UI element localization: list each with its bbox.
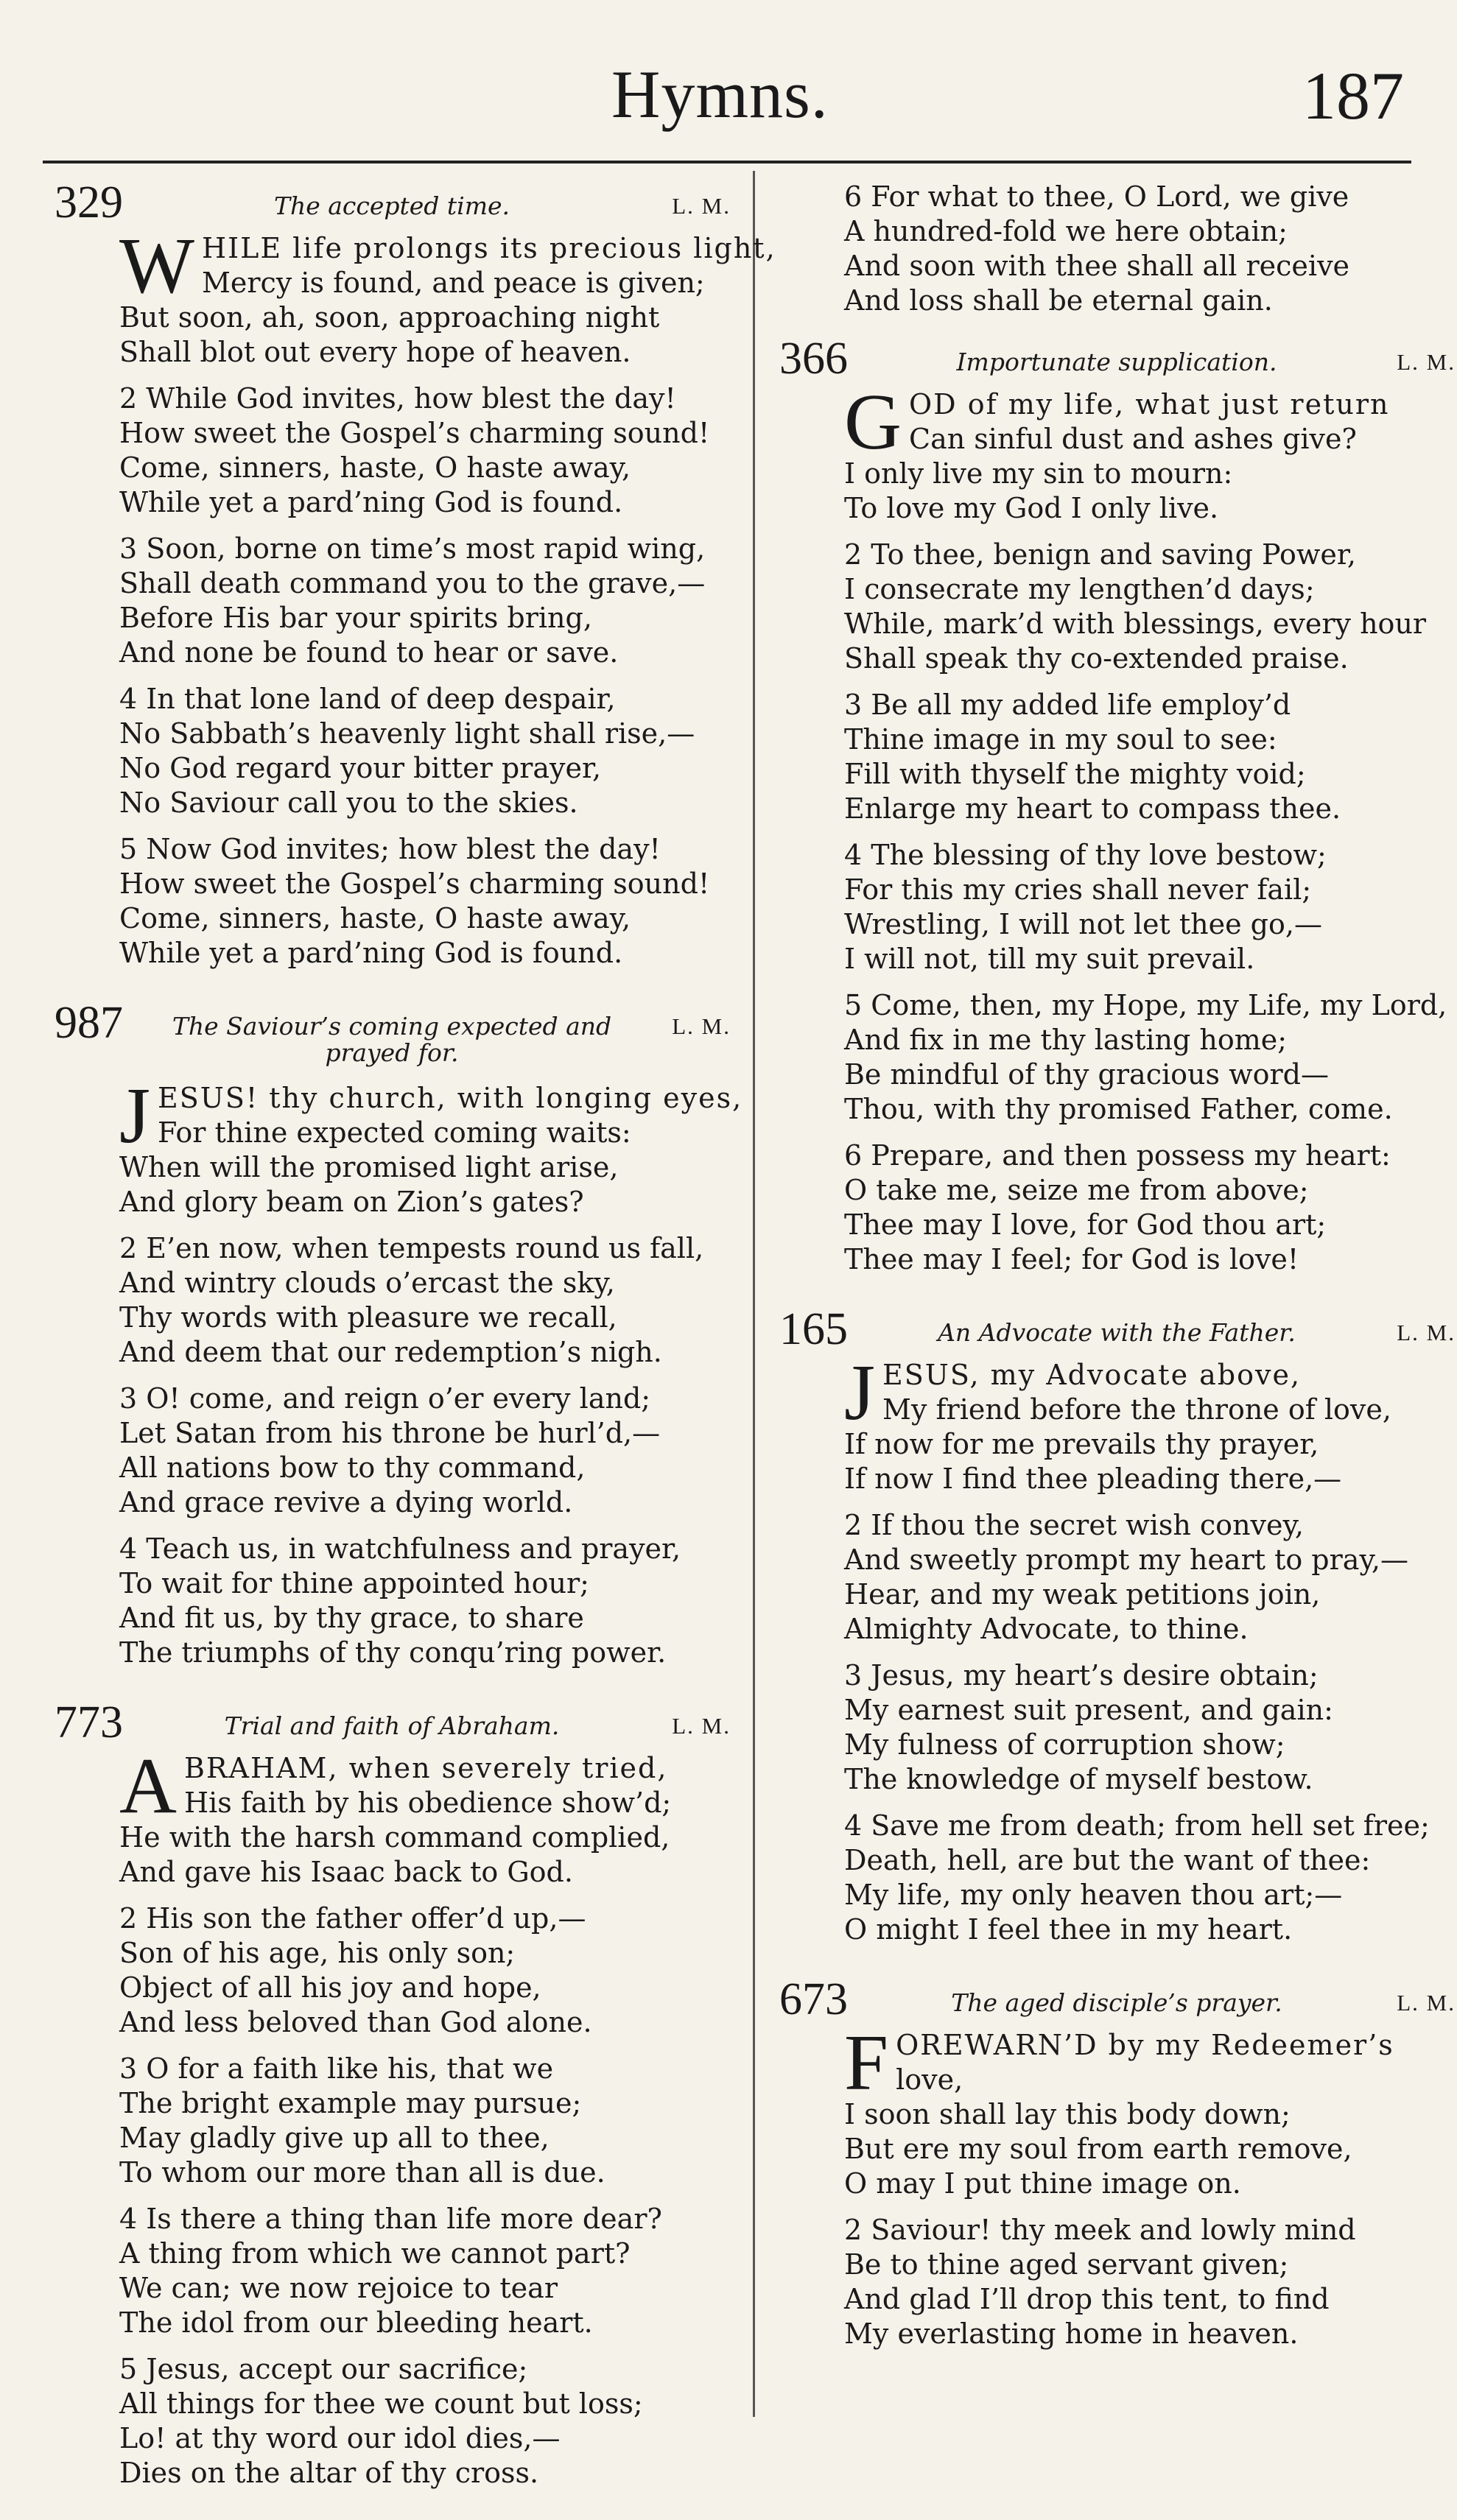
hymn xyxy=(770,1306,1456,1947)
verse-line: My fulness of corruption show; xyxy=(844,1728,1285,1761)
hymn-heading xyxy=(46,1000,731,1081)
hymn-verse xyxy=(119,1742,731,1890)
verse-line: Be mindful of thy gracious word— xyxy=(844,1058,1329,1091)
running-title: Hymns. xyxy=(611,57,829,132)
verse-line: 6 Prepare, and then possess my heart: xyxy=(844,1139,1391,1172)
verse-line: 4 Teach us, in watchfulness and prayer, xyxy=(119,1532,681,1565)
hymn xyxy=(770,1974,1456,2351)
verse-line: While yet a pard’ning God is found. xyxy=(119,937,623,969)
hymn-verse xyxy=(844,688,1456,826)
verse-line: His faith by his obedience show’d; xyxy=(184,1787,672,1819)
verse-line: We can; we now rejoice to tear xyxy=(119,2272,558,2304)
verse-line: O may I put thine image on. xyxy=(844,2167,1241,2200)
verse-line: A hundred-fold we here obtain; xyxy=(844,215,1288,247)
verse-line: 2 E’en now, when tempests round us fall, xyxy=(119,1232,704,1264)
verse-line: Can sinful dust and ashes give? xyxy=(909,423,1357,455)
verse-line: And fit us, by thy grace, to share xyxy=(119,1602,584,1634)
hymn-verse xyxy=(119,1231,731,1370)
hymn-meter: L. M. xyxy=(1397,349,1456,375)
hymn-verse xyxy=(844,1138,1456,1277)
verse-line: 3 O! come, and reign o’er every land; xyxy=(119,1382,651,1415)
verse-line: And gave his Isaac back to God. xyxy=(119,1856,573,1888)
hymn-number: 366 xyxy=(779,334,848,384)
verse-line: Be to thine aged servant given; xyxy=(844,2248,1289,2281)
verse-line: To whom our more than all is due. xyxy=(119,2156,605,2189)
hymn-verse xyxy=(844,988,1456,1127)
hymn-verse xyxy=(119,2352,731,2491)
verse-line: 4 Save me from death; from hell set free; xyxy=(844,1809,1430,1842)
hymn-verse xyxy=(844,1658,1456,1797)
verse-line: To love my God I only live. xyxy=(844,492,1219,524)
verse-line: Almighty Advocate, to thine. xyxy=(844,1613,1249,1645)
verse-line: Thee may I feel; for God is love! xyxy=(844,1243,1299,1275)
drop-cap: J xyxy=(844,1349,876,1437)
verse-line: Thou, with thy promised Father, come. xyxy=(844,1093,1393,1125)
header-rule xyxy=(43,161,1411,163)
verse-line: 2 Saviour! thy meek and lowly mind xyxy=(844,2214,1356,2246)
verse-line: Shall blot out every hope of heaven. xyxy=(119,336,631,368)
hymn-meter: L. M. xyxy=(1397,1320,1456,1345)
hymn-verse xyxy=(119,1901,731,2040)
hymn-heading xyxy=(46,1697,731,1751)
hymn-meter: L. M. xyxy=(672,1013,731,1039)
hymn-verse xyxy=(119,1072,743,1219)
verse-line: My life, my only heaven thou art;— xyxy=(844,1879,1343,1911)
verse-line: Let Satan from his throne be hurl’d,— xyxy=(119,1417,661,1449)
verse-line: Shall death command you to the grave,— xyxy=(119,567,706,599)
verse-line: I will not, till my suit prevail. xyxy=(844,943,1255,975)
verse-line: But ere my soul from earth remove, xyxy=(844,2133,1352,2165)
hymn-number: 165 xyxy=(779,1304,848,1354)
verse-line: Fill with thyself the mighty void; xyxy=(844,758,1306,790)
hymn-verse xyxy=(119,1532,731,1670)
verse-line: No Sabbath’s heavenly light shall rise,— xyxy=(119,717,695,750)
left-column xyxy=(46,177,776,2520)
verse-line: Mercy is found, and peace is given; xyxy=(201,267,705,299)
hymn-verse xyxy=(119,682,731,820)
hymn-heading xyxy=(770,336,1456,387)
hymn-continuation xyxy=(770,180,1456,318)
hymn xyxy=(46,998,743,1670)
hymn-title: The Saviour’s coming expected and prayed for. xyxy=(172,1012,612,1068)
hymn-number: 673 xyxy=(779,1974,848,2024)
hymn-verse xyxy=(844,1809,1456,1947)
verse-line: And none be found to hear or save. xyxy=(119,636,619,669)
verse-line: Hear, and my weak petitions join, xyxy=(844,1578,1321,1611)
verse-line: Thine image in my soul to see: xyxy=(844,723,1277,756)
hymn-title: The accepted time. xyxy=(273,191,510,220)
hymn-verse xyxy=(119,381,731,520)
hymn-heading xyxy=(46,177,731,231)
verse-line: 4 Is there a thing than life more dear? xyxy=(119,2203,662,2235)
hymn-heading xyxy=(770,1974,1456,2028)
verse-line: And glad I’ll drop this tent, to find xyxy=(844,2283,1330,2315)
verse-line: All nations bow to thy command, xyxy=(119,1451,586,1484)
verse-line: Come, sinners, haste, O haste away, xyxy=(119,902,631,935)
verse-line: And deem that our redemption’s nigh. xyxy=(119,1336,662,1368)
verse-line: Shall speak thy co-extended praise. xyxy=(844,642,1349,675)
verse-line-text: HILE life prolongs its precious light, xyxy=(201,232,776,264)
verse-line: Before His bar your spirits bring, xyxy=(119,602,592,634)
verse-line: Dies on the altar of thy cross. xyxy=(119,2457,539,2489)
verse-line: 5 Now God invites; how blest the day! xyxy=(119,833,661,865)
verse-line: 3 Jesus, my heart’s desire obtain; xyxy=(844,1659,1319,1692)
hymn-verse xyxy=(844,180,1456,318)
verse-line: And fix in me thy lasting home; xyxy=(844,1024,1288,1056)
verse-line: O might I feel thee in my heart. xyxy=(844,1913,1293,1946)
verse-line: The bright example may pursue; xyxy=(119,2087,582,2119)
verse-line: How sweet the Gospel’s charming sound! xyxy=(119,417,710,449)
verse-line: He with the harsh command complied, xyxy=(119,1821,670,1854)
hymn-verse xyxy=(119,222,776,370)
verse-line: Come, sinners, haste, O haste away, xyxy=(119,451,631,484)
verse-line: And loss shall be eternal gain. xyxy=(844,284,1273,317)
verse-line: May gladly give up all to thee, xyxy=(119,2122,550,2154)
hymn-number: 987 xyxy=(55,998,123,1048)
verse-line: I only live my sin to mourn: xyxy=(844,457,1233,490)
hymn-verse xyxy=(119,2052,731,2190)
hymn-verse xyxy=(844,1508,1456,1647)
hymn-heading xyxy=(770,1306,1456,1358)
verse-line: No God regard your bitter prayer, xyxy=(119,752,602,784)
hymn-verse xyxy=(119,832,731,971)
hymn-verse xyxy=(844,1349,1456,1496)
verse-line: 5 Jesus, accept our sacrifice; xyxy=(119,2353,528,2385)
hymn-title: Importunate supplication. xyxy=(956,348,1277,376)
verse-line: 3 Be all my added life employ’d xyxy=(844,689,1291,721)
verse-line: Thy words with pleasure we recall, xyxy=(119,1301,617,1334)
verse-line: The knowledge of myself bestow. xyxy=(844,1763,1313,1795)
verse-line: I soon shall lay this body down; xyxy=(844,2098,1291,2130)
verse-line: 2 If thou the secret wish convey, xyxy=(844,1509,1304,1541)
verse-line: The idol from our bleeding heart. xyxy=(119,2306,593,2339)
verse-line-text: OD of my life, what just return xyxy=(909,388,1390,420)
verse-line: How sweet the Gospel’s charming sound! xyxy=(119,867,710,900)
hymn-verse xyxy=(844,2213,1456,2351)
verse-line: 2 His son the father offer’d up,— xyxy=(119,1902,586,1935)
drop-cap: A xyxy=(119,1742,177,1830)
drop-cap: W xyxy=(119,222,194,310)
verse-line: 2 While God invites, how blest the day! xyxy=(119,382,676,415)
verse-line: If now for me prevails thy prayer, xyxy=(844,1428,1319,1460)
hymn xyxy=(46,1697,731,2491)
drop-cap: J xyxy=(119,1072,151,1160)
verse-line: My everlasting home in heaven. xyxy=(844,2317,1299,2350)
verse-line: And sweetly prompt my heart to pray,— xyxy=(844,1544,1408,1576)
hymn-verse xyxy=(119,532,731,670)
hymn-verse xyxy=(844,2019,1456,2201)
verse-line: And wintry clouds o’ercast the sky, xyxy=(119,1267,615,1299)
hymn-meter: L. M. xyxy=(672,193,731,219)
verse-line: If now I find thee pleading there,— xyxy=(844,1463,1342,1495)
verse-line: 4 In that lone land of deep despair, xyxy=(119,683,616,715)
verse-line: 3 Soon, borne on time’s most rapid wing, xyxy=(119,532,706,565)
verse-line: For thine expected coming waits: xyxy=(158,1116,631,1149)
verse-line: And less beloved than God alone. xyxy=(119,2006,592,2038)
verse-line: A thing from which we cannot part? xyxy=(119,2237,631,2270)
hymn xyxy=(770,336,1456,1277)
hymn-verse xyxy=(844,379,1456,526)
verse-line: My earnest suit present, and gain: xyxy=(844,1694,1333,1726)
verse-line: No Saviour call you to the skies. xyxy=(119,786,578,819)
verse-line: love, xyxy=(896,2063,963,2096)
hymn-title: Trial and faith of Abraham. xyxy=(224,1711,560,1740)
verse-line: 5 Come, then, my Hope, my Life, my Lord, xyxy=(844,989,1447,1021)
hymn-verse xyxy=(844,538,1456,676)
verse-line: While yet a pard’ning God is found. xyxy=(119,486,623,518)
verse-line-text: ESUS! thy church, with longing eyes, xyxy=(158,1082,743,1114)
hymn-title: The aged disciple’s prayer. xyxy=(951,1988,1282,2017)
verse-line: For this my cries shall never fail; xyxy=(844,873,1312,906)
verse-line: Son of his age, his only son; xyxy=(119,1937,516,1969)
hymn-title: An Advocate with the Father. xyxy=(938,1318,1296,1347)
verse-line: But soon, ah, soon, approaching night xyxy=(119,301,660,334)
verse-line: Lo! at thy word our idol dies,— xyxy=(119,2422,561,2454)
verse-line: While, mark’d with blessings, every hour xyxy=(844,608,1427,640)
hymn-verse xyxy=(844,838,1456,976)
page-number: 187 xyxy=(1302,58,1404,133)
verse-line: O take me, seize me from above; xyxy=(844,1174,1309,1206)
verse-line: And grace revive a dying world. xyxy=(119,1486,573,1518)
hymn xyxy=(46,177,776,971)
verse-line: Object of all his joy and hope, xyxy=(119,1971,541,2004)
verse-line: 3 O for a faith like his, that we xyxy=(119,2052,554,2085)
hymn-verse xyxy=(119,2202,731,2340)
verse-line: And soon with thee shall all receive xyxy=(844,250,1350,282)
verse-line-text: BRAHAM, when severely tried, xyxy=(184,1752,668,1784)
verse-line: Thee may I love, for God thou art; xyxy=(844,1208,1327,1241)
verse-line: Wrestling, I will not let thee go,— xyxy=(844,908,1322,940)
verse-line: Death, hell, are but the want of thee: xyxy=(844,1844,1371,1876)
verse-line: To wait for thine appointed hour; xyxy=(119,1567,589,1599)
hymn-meter: L. M. xyxy=(1397,1990,1456,2016)
right-column xyxy=(770,180,1456,2381)
verse-line-text: OREWARN’D by my Redeemer’s xyxy=(896,2029,1394,2061)
hymn-number: 329 xyxy=(55,177,123,228)
hymn-meter: L. M. xyxy=(672,1713,731,1739)
verse-line: My friend before the throne of love, xyxy=(882,1393,1391,1426)
drop-cap: F xyxy=(844,2019,889,2107)
drop-cap: G xyxy=(844,379,902,466)
verse-line: When will the promised light arise, xyxy=(119,1151,619,1183)
verse-line-text: ESUS, my Advocate above, xyxy=(882,1359,1302,1391)
verse-line: And glory beam on Zion’s gates? xyxy=(119,1186,584,1218)
verse-line: 4 The blessing of thy love bestow; xyxy=(844,839,1327,871)
hymn-verse xyxy=(119,1382,731,1520)
hymn-number: 773 xyxy=(55,1697,123,1748)
verse-line: All things for thee we count but loss; xyxy=(119,2387,643,2420)
verse-line: 6 For what to thee, O Lord, we give xyxy=(844,180,1349,213)
verse-line: 2 To thee, benign and saving Power, xyxy=(844,538,1356,571)
verse-line: I consecrate my lengthen’d days; xyxy=(844,573,1315,605)
column-divider xyxy=(753,171,755,2417)
verse-line: The triumphs of thy conqu’ring power. xyxy=(119,1636,667,1669)
verse-line: Enlarge my heart to compass thee. xyxy=(844,792,1341,825)
